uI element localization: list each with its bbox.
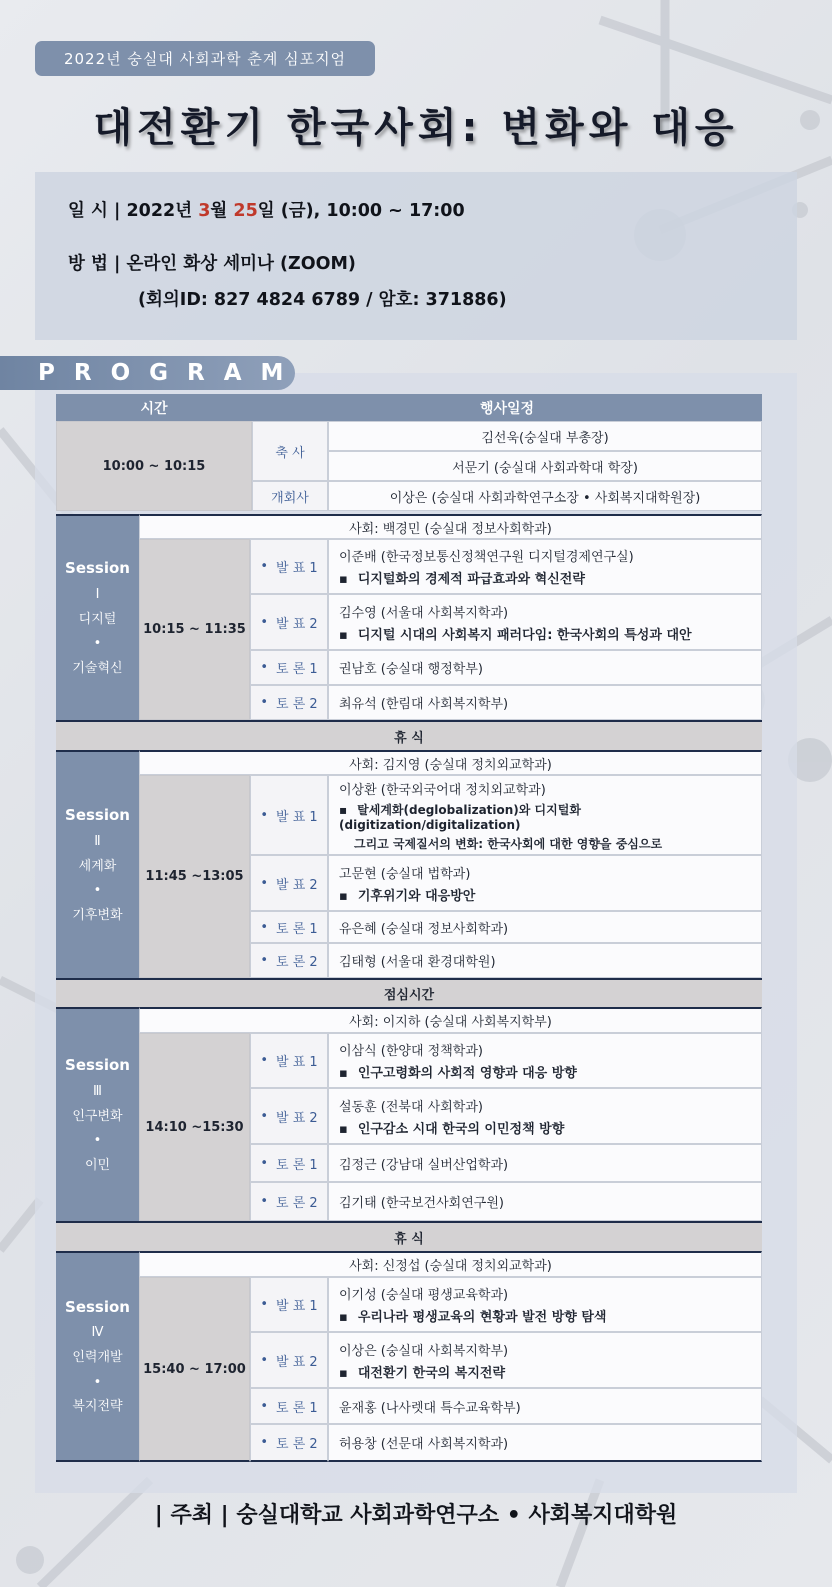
session-3-discussant-2: 김기태 (한국보건사회연구원) [328,1182,762,1221]
session-1-role-1: • 발 표 1 [250,539,328,594]
session-1-theme-2: 기술혁신 [72,660,123,676]
method-value: 온라인 화상 세미나 (ZOOM) [126,254,356,274]
session-2-presentation-1: 이상환 (한국외국어대 정치외교학과) ▪ 탈세계화(deglobalization)와 디지털화(digitization/digitalization) 그리고 국제질서의 변화: 한국사회에 대한 영향을 중심으로 [328,775,762,855]
topic: 인구감소 시대 한국의 이민정책 방향 [357,1121,565,1137]
session-3-chair: 사회: 이지하 (숭실대 사회복지학부) [139,1007,762,1033]
session-4-dot: • [93,1374,102,1390]
session-3-numeral: Ⅲ [93,1083,102,1099]
host-separator: • [499,1503,529,1528]
method-line [68,250,356,275]
host-label: | 주최 | [154,1503,237,1528]
session-3-presentation-2: 설동훈 (전북대 사회학과) ▪ 인구감소 시대 한국의 이민정책 방향 [328,1088,762,1144]
meeting-info: (회의ID: 827 4824 6789 / 암호: 371886) [138,290,507,310]
session-2-theme-2: 기후변화 [72,907,123,923]
topic: 인구고령화의 사회적 영향과 대응 방향 [357,1066,577,1081]
session-1-discussant-2: 최유석 (한림대 사회복지학부) [328,685,762,720]
session-2-title: Session [65,806,130,825]
topic: 대전환기 한국의 복지전략 [357,1365,506,1381]
session-4-label [56,1251,139,1462]
session-3-title: Session [65,1056,130,1075]
host-graduate-school: 사회복지대학원 [528,1503,678,1528]
topic: 탈세계화(deglobalization)와 디지털화(digitization/digitalization) [339,802,581,832]
program-table [56,394,762,1462]
session-1-chair: 사회: 백경민 (숭실대 정보사회학과) [139,514,762,539]
topic: 디지털화의 경제적 파급효과와 혁신전략 [357,572,585,587]
speaker: 김수영 (서울대 사회복지학과) [339,605,509,621]
session-1-role-3: • 토 론 1 [250,650,328,685]
session-2-presentation-2: 고문현 (숭실대 법학과) ▪ 기후위기와 대응방안 [328,855,762,911]
session-3-role-4: • 토 론 2 [250,1182,328,1221]
date-month-unit: 월 [210,201,234,221]
session-3-theme-2: 이민 [84,1157,111,1173]
session-1-presentation-2: 김수영 (서울대 사회복지학과) ▪ 디지털 시대의 사회복지 패러다임: 한국사회의 특성과 대안 [328,594,762,650]
session-4-time: 15:40 ~ 17:00 [139,1277,250,1462]
header-event: 행사일정 [252,394,762,421]
session-2-role-2: • 발 표 2 [250,855,328,911]
session-2-theme-1: 세계화 [78,858,117,874]
speaker: 이기성 (숭실대 평생교육학과) [339,1288,509,1303]
page-title: 대전환기 한국사회: 변화와 대응 [93,105,739,151]
speaker: 고문현 (숭실대 법학과) [339,866,471,882]
session-3-theme-1: 인구변화 [72,1108,123,1124]
session-4-title: Session [65,1297,130,1316]
session-1-role-2: • 발 표 2 [250,594,328,650]
session-4-role-2: • 발 표 2 [250,1332,328,1388]
opening-time: 10:00 ~ 10:15 [56,421,252,511]
break-2: 휴 식 [56,1221,762,1251]
session-4-presentation-1: 이기성 (숭실대 평생교육학과) ▪ 우리나라 평생교육의 현황과 발전 방향 탐색 [328,1277,762,1332]
session-1-time: 10:15 ~ 11:35 [139,539,250,720]
break-1: 휴 식 [56,720,762,750]
session-3-role-2: • 발 표 2 [250,1088,328,1144]
date-year: 2022년 [126,201,199,221]
speaker: 이삼식 (한양대 정책학과) [339,1044,483,1059]
topic: 디지털 시대의 사회복지 패러다임: 한국사회의 특성과 대안 [357,627,692,643]
opening-label: 개회사 [252,481,328,511]
method-label: 방 법 | [68,254,127,274]
date-rest: 일 (금), 10:00 ~ 17:00 [257,201,465,221]
session-2-numeral: Ⅱ [94,833,101,849]
session-4-presentation-2: 이상은 (숭실대 사회복지학부) ▪ 대전환기 한국의 복지전략 [328,1332,762,1388]
session-2-role-1: • 발 표 1 [250,775,328,855]
session-3-presentation-1: 이삼식 (한양대 정책학과) ▪ 인구고령화의 사회적 영향과 대응 방향 [328,1033,762,1088]
speaker: 이상환 (한국외국어대 정치외교학과) [339,782,546,798]
host-footer [0,1498,832,1529]
congrats-speaker-2: 서문기 (숭실대 사회과학대 학장) [328,451,762,481]
date-day: 25 [233,201,258,221]
lunch-break: 점심시간 [56,978,762,1007]
speaker: 이상은 (숭실대 사회복지학부) [339,1343,509,1359]
session-1-label [56,514,139,720]
speaker: 이준배 (한국정보통신정책연구원 디지털경제연구실) [339,550,634,565]
speaker: 설동훈 (전북대 사회학과) [339,1099,483,1115]
host-institute: 숭실대학교 사회과학연구소 [236,1503,500,1528]
opening-speaker: 이상은 (숭실대 사회과학연구소장 • 사회복지대학원장) [328,481,762,511]
session-2-chair: 사회: 김지영 (숭실대 정치외교학과) [139,750,762,775]
session-4-numeral: Ⅳ [91,1325,104,1341]
session-1-dot: • [93,636,102,652]
congrats-label: 축 사 [252,421,328,481]
session-4-chair: 사회: 신정섭 (숭실대 정치외교학과) [139,1251,762,1277]
session-1-role-4: • 토 론 2 [250,685,328,720]
date-label: 일 시 | [68,201,127,221]
date-line [68,197,465,222]
topic: 우리나라 평생교육의 현황과 발전 방향 탐색 [357,1310,607,1325]
event-badge: 2022년 숭실대 사회과학 춘계 심포지엄 [35,41,375,76]
topic: 기후위기와 대응방안 [357,888,476,904]
session-1-presentation-1: 이준배 (한국정보통신정책연구원 디지털경제연구실) ▪ 디지털화의 경제적 파급효과와 혁신전략 [328,539,762,594]
session-2-dot: • [93,883,102,899]
session-4-theme-1: 인력개발 [72,1350,123,1366]
session-4-theme-2: 복지전략 [72,1399,123,1415]
topic-continued: 그리고 국제질서의 변화: 한국사회에 대한 영향을 중심으로 [354,836,663,851]
congrats-speaker-1: 김선욱(숭실대 부총장) [328,421,762,451]
session-1-theme-1: 디지털 [78,611,117,627]
date-month: 3 [198,201,211,221]
session-1-numeral: Ⅰ [95,586,100,602]
session-4-role-4: • 토 론 2 [250,1424,328,1462]
session-3-time: 14:10 ~15:30 [139,1033,250,1221]
session-4-discussant-2: 허용창 (선문대 사회복지학과) [328,1424,762,1462]
program-tab: PROGRAM [0,356,295,390]
session-1-discussant-1: 권남호 (숭실대 행정학부) [328,650,762,685]
session-4-role-1: • 발 표 1 [250,1277,328,1332]
session-3-label [56,1007,139,1221]
session-3-role-3: • 토 론 1 [250,1144,328,1182]
session-4-role-3: • 토 론 1 [250,1388,328,1424]
header-time: 시간 [56,394,252,421]
session-2-label [56,750,139,978]
session-2-role-3: • 토 론 1 [250,911,328,943]
session-3-role-1: • 발 표 1 [250,1033,328,1088]
session-2-discussant-1: 유은혜 (숭실대 정보사회학과) [328,911,762,943]
session-1-title: Session [65,559,130,578]
session-2-role-4: • 토 론 2 [250,943,328,978]
session-3-dot: • [93,1133,102,1149]
session-3-discussant-1: 김정근 (강남대 실버산업학과) [328,1144,762,1182]
event-info-box [35,172,797,340]
session-2-time: 11:45 ~13:05 [139,775,250,978]
session-4-discussant-1: 윤재홍 (나사렛대 특수교육학부) [328,1388,762,1424]
session-2-discussant-2: 김태형 (서울대 환경대학원) [328,943,762,978]
